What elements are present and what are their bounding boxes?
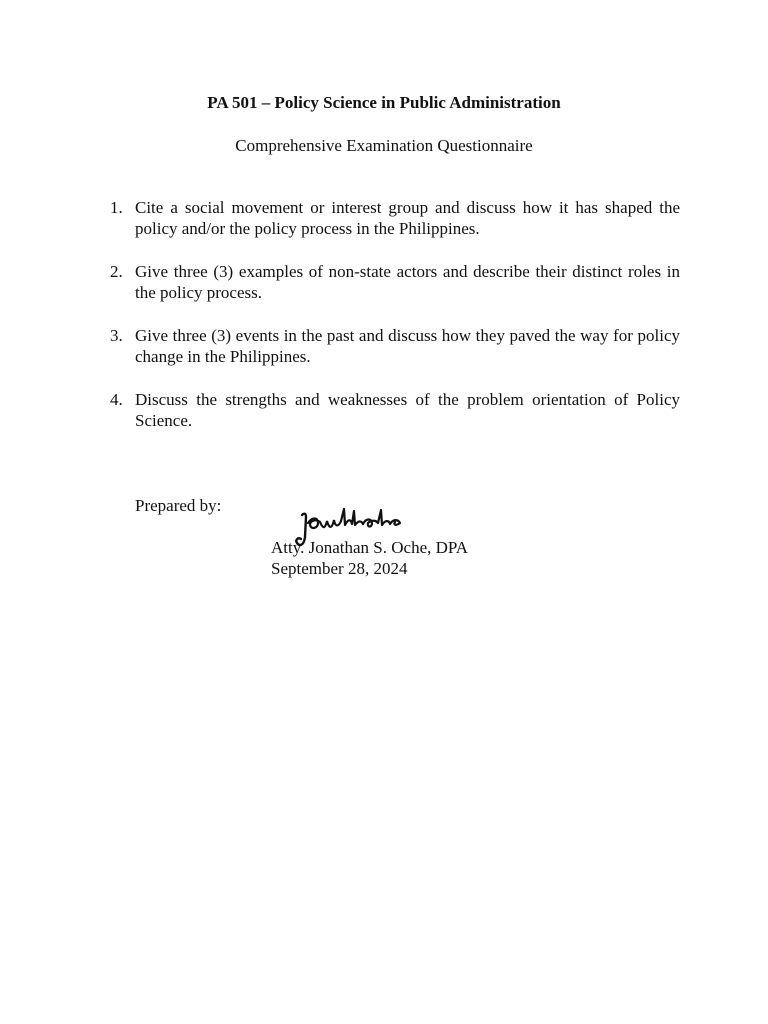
question-number: 4. — [110, 390, 123, 409]
question-number: 2. — [110, 262, 123, 281]
question-list — [110, 197, 680, 453]
question-number: 3. — [110, 326, 123, 345]
document-subtitle: Comprehensive Examination Questionnaire — [235, 136, 533, 155]
question-text: Give three (3) events in the past and discuss how they paved the way for policy change in the Philippines. — [135, 326, 680, 366]
document-title: PA 501 – Policy Science in Public Administration — [207, 93, 561, 112]
question-item — [110, 261, 680, 303]
signer-block — [271, 537, 468, 579]
question-number: 1. — [110, 198, 123, 217]
question-item — [110, 389, 680, 431]
question-text: Discuss the strengths and weaknesses of the problem orientation of Policy Science. — [135, 390, 680, 430]
question-text: Give three (3) examples of non-state actors and describe their distinct roles in the policy process. — [135, 262, 680, 302]
prepared-by-label: Prepared by: — [135, 496, 222, 515]
signer-name: Atty. Jonathan S. Oche, DPA — [271, 538, 469, 557]
question-item — [110, 197, 680, 239]
signed-date: September 28, 2024 — [271, 559, 408, 578]
question-text: Cite a social movement or interest group and discuss how it has shaped the policy and/or the policy process in the Philippines. — [135, 198, 680, 238]
question-item — [110, 325, 680, 367]
